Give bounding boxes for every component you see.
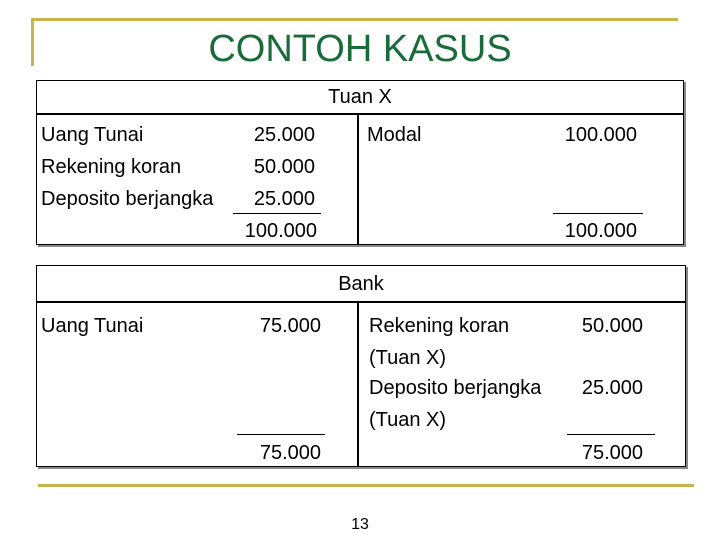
- credit-value: 50.000: [581, 315, 643, 337]
- debit-value: 50.000: [253, 156, 315, 178]
- t-account-header-line: [37, 301, 685, 303]
- debit-value: 75.000: [259, 315, 321, 337]
- credit-label: Rekening koran: [369, 315, 510, 337]
- credit-total: 75.000: [581, 442, 643, 464]
- debit-value: 25.000: [253, 188, 315, 210]
- t-account-tuan-x: [36, 80, 684, 245]
- debit-label: Uang Tunai: [41, 124, 144, 146]
- page-number: 13: [351, 516, 369, 533]
- credit-total: 100.000: [564, 220, 637, 242]
- debit-value: 25.000: [253, 124, 315, 146]
- decorative-bottom-line: [38, 484, 694, 487]
- subtotal-underline: [553, 213, 643, 214]
- t-account-header: Bank: [338, 273, 384, 295]
- t-account-divider: [357, 114, 359, 244]
- t-account-header-line: [37, 113, 683, 115]
- credit-label: Deposito berjangka: [369, 377, 542, 399]
- debit-label: Rekening koran: [41, 156, 182, 178]
- debit-total: 100.000: [244, 220, 317, 242]
- decorative-top-line: [31, 18, 678, 21]
- credit-sublabel: (Tuan X): [369, 409, 447, 431]
- credit-value: 25.000: [581, 377, 643, 399]
- subtotal-underline: [567, 434, 655, 435]
- t-account-divider: [357, 302, 359, 466]
- t-account-bank: [36, 265, 686, 467]
- credit-value: 100.000: [564, 124, 637, 146]
- slide-title: CONTOH KASUS: [208, 28, 512, 70]
- t-account-header: Tuan X: [328, 86, 392, 108]
- debit-label: Deposito berjangka: [41, 188, 214, 210]
- subtotal-underline: [237, 434, 325, 435]
- subtotal-underline: [233, 213, 321, 214]
- credit-label: Modal: [367, 124, 422, 146]
- debit-total: 75.000: [259, 442, 321, 464]
- debit-label: Uang Tunai: [41, 315, 144, 337]
- credit-sublabel: (Tuan X): [369, 347, 447, 369]
